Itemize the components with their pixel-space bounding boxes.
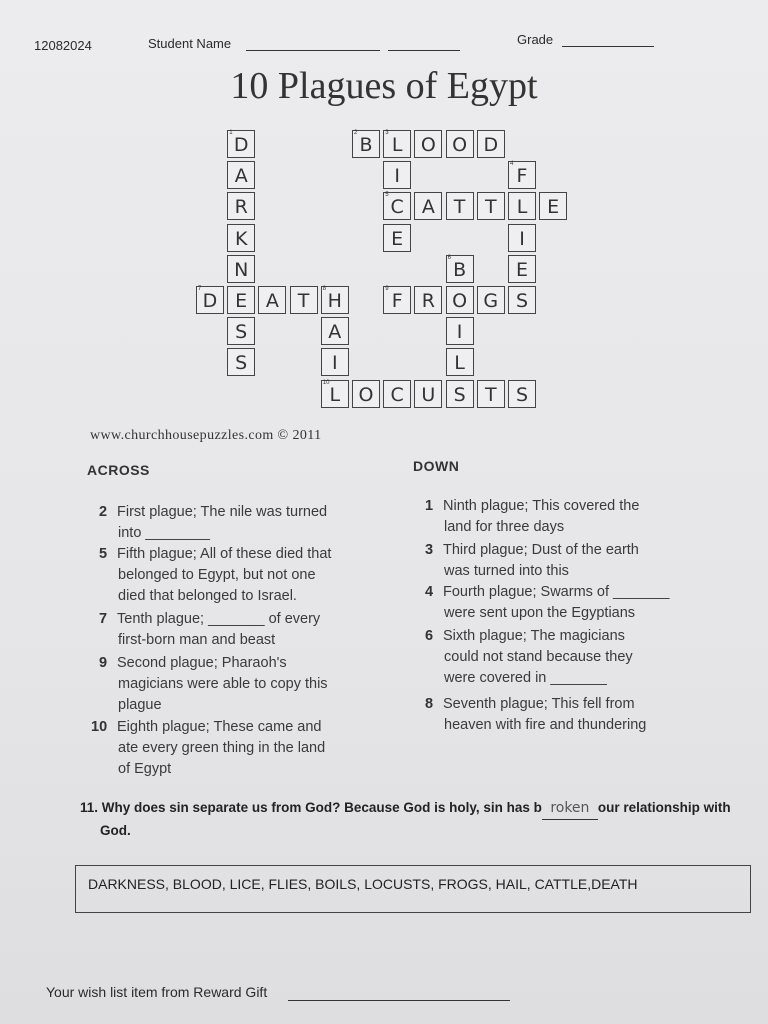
cell-number: 1	[229, 130, 233, 136]
cell-letter: K	[234, 227, 248, 250]
question-11-prefix: 11. Why does sin separate us from God? Because God is holy, sin has b	[80, 800, 542, 815]
cell-letter: T	[453, 196, 466, 219]
clue-number: 8	[425, 696, 434, 712]
clue-number: 6	[425, 628, 434, 644]
across-heading: ACROSS	[87, 462, 150, 478]
clue-line: was turned into this	[444, 563, 569, 579]
cell-letter: A	[421, 196, 435, 219]
cell-letter: E	[515, 258, 528, 281]
cell-letter: D	[483, 134, 499, 156]
crossword-cell[interactable]	[414, 380, 442, 408]
clue-item	[91, 717, 326, 780]
cell-letter: O	[358, 383, 374, 406]
cell-letter: S	[453, 383, 466, 406]
worksheet-id: 12082024	[34, 38, 92, 53]
crossword-cell[interactable]	[446, 348, 474, 376]
cell-number: 3	[385, 130, 389, 136]
crossword-cell[interactable]	[477, 192, 505, 220]
cell-letter: I	[331, 352, 338, 375]
cell-number: 9	[385, 286, 389, 292]
grade-label: Grade	[517, 32, 554, 47]
crossword-cell[interactable]	[446, 192, 474, 220]
crossword-cell[interactable]	[196, 286, 224, 314]
cell-letter: L	[516, 196, 528, 219]
student-name-text: Student Name	[148, 36, 232, 51]
crossword-cell[interactable]	[508, 224, 536, 252]
clue-line: land for three days	[444, 519, 565, 535]
clue-line: Tenth plague; _______ of every	[117, 611, 321, 627]
cell-number: 4	[510, 161, 514, 168]
cell-letter: E	[391, 227, 404, 250]
crossword-cell[interactable]	[227, 317, 255, 345]
clue-item	[425, 626, 633, 689]
crossword-cell[interactable]	[290, 286, 318, 314]
crossword-cell[interactable]	[383, 192, 411, 220]
cell-letter: S	[515, 290, 529, 312]
cell-number: 10	[322, 379, 330, 386]
cell-letter: S	[235, 321, 248, 344]
cell-letter: F	[391, 290, 403, 312]
cell-letter: E	[547, 196, 560, 219]
crossword-cell[interactable]	[227, 161, 255, 189]
crossword-cell[interactable]	[414, 192, 442, 220]
clue-line: were sent upon the Egyptians	[444, 605, 636, 621]
crossword-cell[interactable]	[477, 380, 505, 408]
cell-letter: O	[452, 134, 468, 156]
cell-letter: U	[421, 383, 436, 406]
crossword-cell[interactable]	[508, 286, 536, 314]
word-bank-text: DARKNESS, BLOOD, LICE, FLIES, BOILS, LOCUSTS, FROGS, HAIL, CATTLE,DEATH	[88, 876, 638, 892]
cell-letter: L	[454, 352, 465, 375]
crossword-cell[interactable]	[227, 255, 255, 283]
cell-letter: R	[234, 196, 248, 219]
clue-item	[425, 694, 647, 736]
down-heading: DOWN	[413, 458, 460, 474]
crossword-cell[interactable]	[352, 130, 380, 158]
clue-line: first-born man and beast	[118, 632, 276, 648]
cell-letter: O	[452, 290, 468, 312]
cell-letter: T	[484, 196, 497, 219]
clue-number: 3	[425, 542, 434, 558]
cell-letter: A	[265, 290, 279, 312]
cell-number: 7	[198, 286, 202, 292]
clue-item	[99, 502, 328, 544]
crossword-cell[interactable]	[227, 224, 255, 252]
cell-number: 8	[322, 286, 327, 292]
clue-line: Seventh plague; This fell from	[443, 696, 635, 712]
cell-letter: I	[394, 165, 400, 188]
clue-item	[99, 544, 332, 607]
cell-letter: I	[456, 321, 463, 344]
cell-letter: L	[329, 383, 341, 406]
question-11-line2: God.	[100, 823, 131, 838]
clue-number: 7	[99, 611, 108, 627]
crossword-cell[interactable]	[508, 192, 536, 220]
crossword-cell[interactable]	[383, 224, 411, 252]
clue-item	[99, 609, 321, 651]
clue-line: Fifth plague; All of these died that	[117, 546, 332, 562]
clue-number: 10	[91, 719, 108, 735]
clue-line: into ________	[118, 525, 210, 541]
clue-line: First plague; The nile was turned	[117, 504, 328, 520]
crossword-cell[interactable]	[227, 348, 255, 376]
clue-line: could not stand because they	[444, 649, 633, 665]
cell-letter: O	[420, 134, 436, 156]
crossword-cell[interactable]	[446, 130, 474, 158]
crossword-cell[interactable]	[508, 161, 536, 189]
clue-line: died that belonged to Israel.	[118, 588, 297, 604]
clue-number: 9	[99, 655, 108, 671]
clue-line: Fourth plague; Swarms of _______	[443, 584, 670, 600]
crossword-cell[interactable]	[227, 130, 255, 158]
crossword-cell[interactable]	[508, 380, 536, 408]
crossword-cell[interactable]	[383, 161, 411, 189]
crossword-cell[interactable]	[508, 255, 536, 283]
clue-line: Ninth plague; This covered the	[443, 498, 640, 514]
cell-letter: L	[391, 134, 403, 156]
crossword-cell[interactable]	[414, 286, 442, 314]
clue-line: ate every green thing in the land	[118, 740, 326, 756]
clue-number: 4	[425, 584, 434, 600]
wish-list-field[interactable]	[288, 988, 510, 1001]
cell-letter: D	[202, 290, 218, 312]
cell-letter: S	[235, 352, 248, 375]
cell-letter: I	[519, 227, 525, 250]
crossword-cell[interactable]	[414, 130, 442, 158]
cell-letter: S	[515, 383, 529, 406]
crossword-cell[interactable]	[352, 380, 380, 408]
question-11-suffix: our relationship with	[597, 800, 731, 815]
crossword-grid	[0, 0, 768, 430]
clue-line: Eighth plague; These came and	[117, 719, 322, 735]
crossword-cell[interactable]	[539, 192, 567, 220]
clue-line: plague	[118, 697, 162, 713]
wish-list-text: Your wish list item from Reward Gift	[46, 984, 268, 1000]
crossword-cell[interactable]	[383, 286, 411, 314]
crossword-cell[interactable]	[383, 380, 411, 408]
crossword-cell[interactable]	[321, 317, 349, 345]
cell-letter: R	[421, 290, 435, 312]
clue-line: were covered in _______	[444, 670, 607, 686]
wish-list-label	[46, 984, 267, 1000]
crossword-cell[interactable]	[446, 380, 474, 408]
copyright-site: www.churchhousepuzzles.com © 2011	[90, 428, 322, 443]
cell-letter: E	[235, 290, 248, 312]
cell-letter: G	[483, 290, 499, 312]
cell-number: 6	[447, 254, 451, 261]
clue-item	[425, 540, 639, 582]
cell-letter: C	[390, 196, 404, 219]
crossword-cell[interactable]	[477, 286, 505, 314]
crossword-cell[interactable]	[258, 286, 286, 314]
word-bank	[75, 865, 751, 913]
cell-letter: B	[359, 134, 373, 156]
clue-item	[99, 653, 328, 716]
crossword-cell[interactable]	[227, 192, 255, 220]
clue-item	[425, 496, 640, 538]
clue-line: Sixth plague; The magicians	[443, 628, 625, 644]
crossword-cell[interactable]	[446, 286, 474, 314]
clue-line: Third plague; Dust of the earth	[443, 542, 639, 558]
crossword-cell[interactable]	[321, 286, 349, 314]
crossword-cell[interactable]	[321, 380, 349, 408]
crossword-cell[interactable]	[446, 255, 474, 283]
question-11	[80, 797, 760, 842]
cell-letter: F	[516, 165, 528, 188]
clue-item	[425, 582, 670, 624]
crossword-cell[interactable]	[383, 130, 411, 158]
crossword-cell[interactable]	[227, 286, 255, 314]
clue-line: heaven with fire and thundering	[444, 717, 647, 733]
cell-letter: D	[233, 134, 249, 156]
cell-letter: N	[234, 258, 249, 281]
cell-letter: A	[328, 321, 342, 344]
clue-number: 1	[425, 498, 434, 514]
cell-letter: T	[484, 383, 497, 406]
cell-letter: H	[327, 290, 342, 312]
crossword-cell[interactable]	[446, 317, 474, 345]
cell-number: 5	[385, 192, 389, 199]
crossword-cell[interactable]	[477, 130, 505, 158]
clue-number: 5	[99, 546, 108, 562]
cell-letter: B	[453, 258, 467, 281]
cell-number: 2	[354, 130, 358, 136]
clue-line: magicians were able to copy this	[118, 676, 328, 692]
clue-line: Second plague; Pharaoh's	[117, 655, 287, 671]
cell-letter: A	[234, 165, 248, 188]
clue-number: 2	[99, 504, 108, 520]
clue-line: of Egypt	[118, 761, 172, 777]
crossword-cell[interactable]	[321, 348, 349, 376]
page-title: 10 Plagues of Egypt	[230, 65, 538, 107]
question-11-answer[interactable]: roken	[542, 797, 598, 820]
clue-line: belonged to Egypt, but not one	[118, 567, 316, 583]
cell-letter: C	[390, 383, 404, 406]
cell-letter: T	[297, 290, 310, 312]
